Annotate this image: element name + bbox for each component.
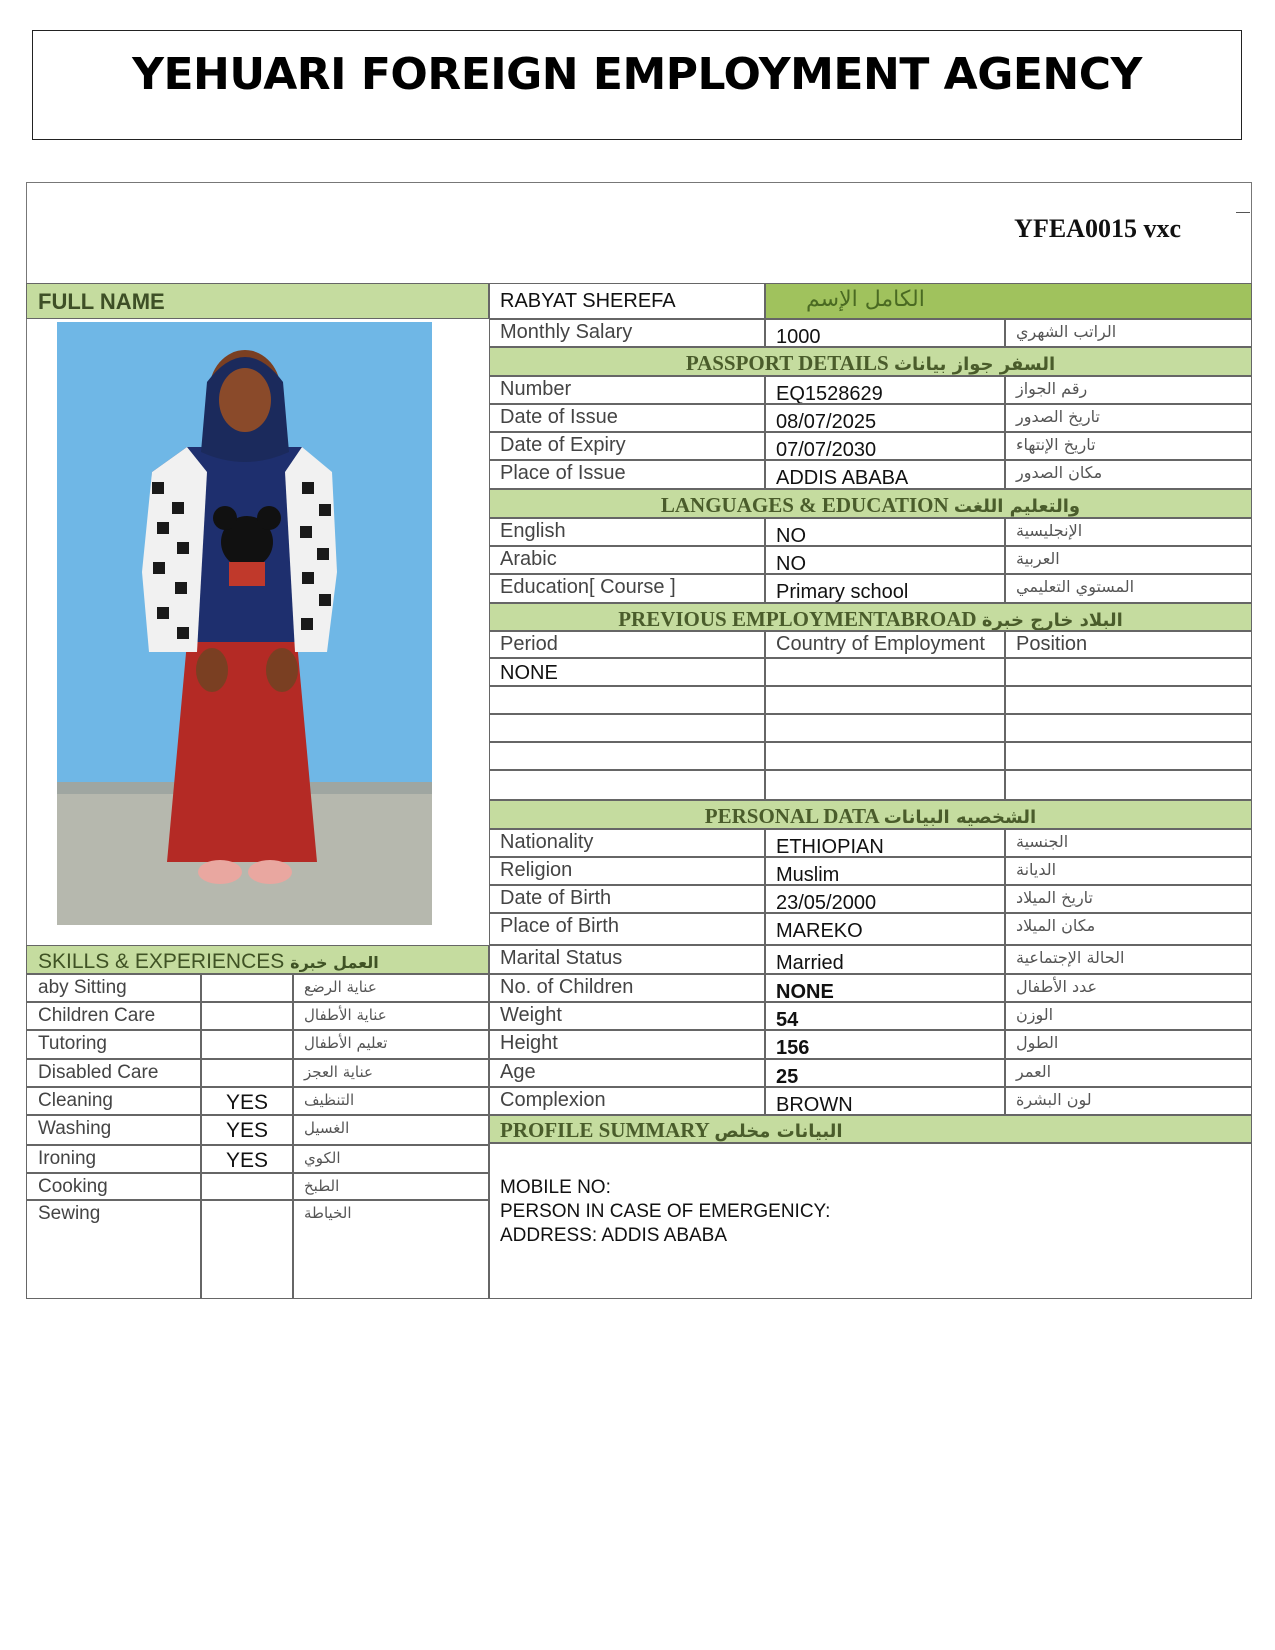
employment-row	[765, 658, 1005, 686]
age-arabic: العمر	[1005, 1059, 1252, 1087]
salary-value: 1000	[765, 319, 1005, 347]
employment-row	[489, 770, 765, 800]
birth-date-value: 23/05/2000	[765, 885, 1005, 913]
marital-status-arabic: الحالة الإجتماعية	[1005, 945, 1252, 974]
salary-label: Monthly Salary	[489, 319, 765, 347]
employment-row	[489, 714, 765, 742]
arabic-value: NO	[765, 546, 1005, 574]
english-arabic: الإنجليسية	[1005, 518, 1252, 546]
expiry-date-value: 07/07/2030	[765, 432, 1005, 460]
full-name-arabic-label: الكامل الإسم	[765, 283, 1252, 319]
issue-date-value: 08/07/2025	[765, 404, 1005, 432]
languages-heading-text: LANGUAGES & EDUCATION	[660, 493, 949, 517]
education-value: Primary school	[765, 574, 1005, 603]
issue-date-arabic: تاريخ الصدور	[1005, 404, 1252, 432]
birth-place-label: Place of Birth	[489, 913, 765, 945]
education-arabic: المستوي التعليمي	[1005, 574, 1252, 603]
employment-row	[1005, 686, 1252, 714]
birth-date-label: Date of Birth	[489, 885, 765, 913]
agency-title-box	[32, 30, 1242, 140]
emergency-contact-line: PERSON IN CASE OF EMERGENICY:	[500, 1201, 831, 1222]
skill-value	[201, 974, 293, 1002]
employment-row	[489, 742, 765, 770]
employment-row	[1005, 770, 1252, 800]
mobile-line: MOBILE NO:	[500, 1177, 611, 1198]
height-arabic: الطول	[1005, 1030, 1252, 1059]
children-arabic: عدد الأطفال	[1005, 974, 1252, 1002]
reference-code: YFEA0015 vxc	[1014, 214, 1181, 243]
skill-arabic: عناية الرضع	[293, 974, 489, 1002]
skill-arabic: الكوي	[293, 1145, 489, 1173]
skill-label: Cooking	[26, 1173, 201, 1200]
employment-row	[1005, 714, 1252, 742]
skill-arabic: عناية العجز	[293, 1059, 489, 1087]
skills-heading-text: SKILLS & EXPERIENCES	[38, 950, 285, 973]
weight-label: Weight	[489, 1002, 765, 1030]
skill-value: YES	[201, 1115, 293, 1145]
employment-row	[765, 686, 1005, 714]
age-label: Age	[489, 1059, 765, 1087]
employment-row: NONE	[489, 658, 765, 686]
skill-label: Sewing	[26, 1200, 201, 1299]
arabic-arabic: العربية	[1005, 546, 1252, 574]
arabic-label: Arabic	[489, 546, 765, 574]
skill-value	[201, 1200, 293, 1299]
skill-value: YES	[201, 1087, 293, 1115]
salary-arabic-label: الراتب الشهري	[1005, 319, 1252, 347]
profile-heading-arabic: البيانات مخلص	[714, 1121, 843, 1142]
employment-row	[765, 770, 1005, 800]
employment-row	[1005, 658, 1252, 686]
issue-date-label: Date of Issue	[489, 404, 765, 432]
profile-heading	[489, 1115, 1252, 1143]
passport-heading-text: PASSPORT DETAILS	[685, 351, 889, 375]
nationality-arabic: الجنسية	[1005, 829, 1252, 857]
complexion-label: Complexion	[489, 1087, 765, 1115]
religion-arabic: الديانة	[1005, 857, 1252, 885]
issue-place-label: Place of Issue	[489, 460, 765, 489]
marital-status-label: Marital Status	[489, 945, 765, 974]
skill-value	[201, 1059, 293, 1087]
employment-row	[1005, 742, 1252, 770]
skill-label: Cleaning	[26, 1087, 201, 1115]
full-name-label: FULL NAME	[26, 283, 489, 319]
employment-row	[765, 714, 1005, 742]
employment-col-country: Country of Employment	[765, 631, 1005, 658]
skill-value	[201, 1030, 293, 1059]
skill-label: Children Care	[26, 1002, 201, 1030]
address-line: ADDRESS: ADDIS ABABA	[500, 1225, 728, 1246]
marital-status-value: Married	[765, 945, 1005, 974]
skill-value	[201, 1002, 293, 1030]
passport-heading	[489, 347, 1252, 376]
skill-label: Tutoring	[26, 1030, 201, 1059]
skill-arabic: الخياطة	[293, 1200, 489, 1299]
skill-label: aby Sitting	[26, 974, 201, 1002]
issue-place-arabic: مكان الصدور	[1005, 460, 1252, 489]
children-label: No. of Children	[489, 974, 765, 1002]
skill-arabic: عناية الأطفال	[293, 1002, 489, 1030]
complexion-value: BROWN	[765, 1087, 1005, 1115]
profile-heading-text: PROFILE SUMMARY	[500, 1118, 710, 1142]
height-label: Height	[489, 1030, 765, 1059]
skills-heading-arabic: العمل خبرة	[290, 953, 379, 972]
nationality-label: Nationality	[489, 829, 765, 857]
religion-label: Religion	[489, 857, 765, 885]
agency-title: YEHUARI FOREIGN EMPLOYMENT AGENCY	[132, 48, 1142, 100]
corner-dash	[1236, 212, 1250, 213]
skill-value	[201, 1173, 293, 1200]
skill-arabic: تعليم الأطفال	[293, 1030, 489, 1059]
birth-place-value: MAREKO	[765, 913, 1005, 945]
skill-arabic: الطبخ	[293, 1173, 489, 1200]
nationality-value: ETHIOPIAN	[765, 829, 1005, 857]
personal-heading-text: PERSONAL DATA	[704, 804, 879, 828]
skill-arabic: الغسيل	[293, 1115, 489, 1145]
skill-arabic: التنظيف	[293, 1087, 489, 1115]
employment-heading-text: PREVIOUS EMPLOYMENTABROAD	[618, 607, 977, 631]
employment-row	[489, 686, 765, 714]
languages-heading	[489, 489, 1252, 518]
skills-heading	[26, 945, 489, 974]
full-name-value: RABYAT SHEREFA	[489, 283, 765, 319]
skill-label: Ironing	[26, 1145, 201, 1173]
birth-date-arabic: تاريخ الميلاد	[1005, 885, 1252, 913]
skill-label: Washing	[26, 1115, 201, 1145]
expiry-date-label: Date of Expiry	[489, 432, 765, 460]
passport-number-value: EQ1528629	[765, 376, 1005, 404]
expiry-date-arabic: تاريخ الإنتهاء	[1005, 432, 1252, 460]
employment-col-position: Position	[1005, 631, 1252, 658]
employment-heading-arabic: البلاد خارج خبرة	[981, 610, 1123, 631]
weight-value: 54	[765, 1002, 1005, 1030]
skill-label: Disabled Care	[26, 1059, 201, 1087]
employment-col-period: Period	[489, 631, 765, 658]
applicant-photo	[57, 322, 432, 925]
age-value: 25	[765, 1059, 1005, 1087]
english-value: NO	[765, 518, 1005, 546]
height-value: 156	[765, 1030, 1005, 1059]
passport-number-label: Number	[489, 376, 765, 404]
personal-heading-arabic: الشخصيه البيانات	[883, 807, 1037, 828]
profile-summary	[489, 1143, 1252, 1299]
employment-heading	[489, 603, 1252, 631]
education-label: Education[ Course ]	[489, 574, 765, 603]
employment-row	[765, 742, 1005, 770]
complexion-arabic: لون البشرة	[1005, 1087, 1252, 1115]
passport-heading-arabic: السفر جواز بياناث	[893, 354, 1056, 375]
personal-heading	[489, 800, 1252, 829]
issue-place-value: ADDIS ABABA	[765, 460, 1005, 489]
religion-value: Muslim	[765, 857, 1005, 885]
skill-value: YES	[201, 1145, 293, 1173]
weight-arabic: الوزن	[1005, 1002, 1252, 1030]
birth-place-arabic: مكان الميلاد	[1005, 913, 1252, 945]
english-label: English	[489, 518, 765, 546]
passport-number-arabic: رقم الجواز	[1005, 376, 1252, 404]
languages-heading-arabic: والتعليم اللغت	[953, 496, 1081, 517]
children-value: NONE	[765, 974, 1005, 1002]
